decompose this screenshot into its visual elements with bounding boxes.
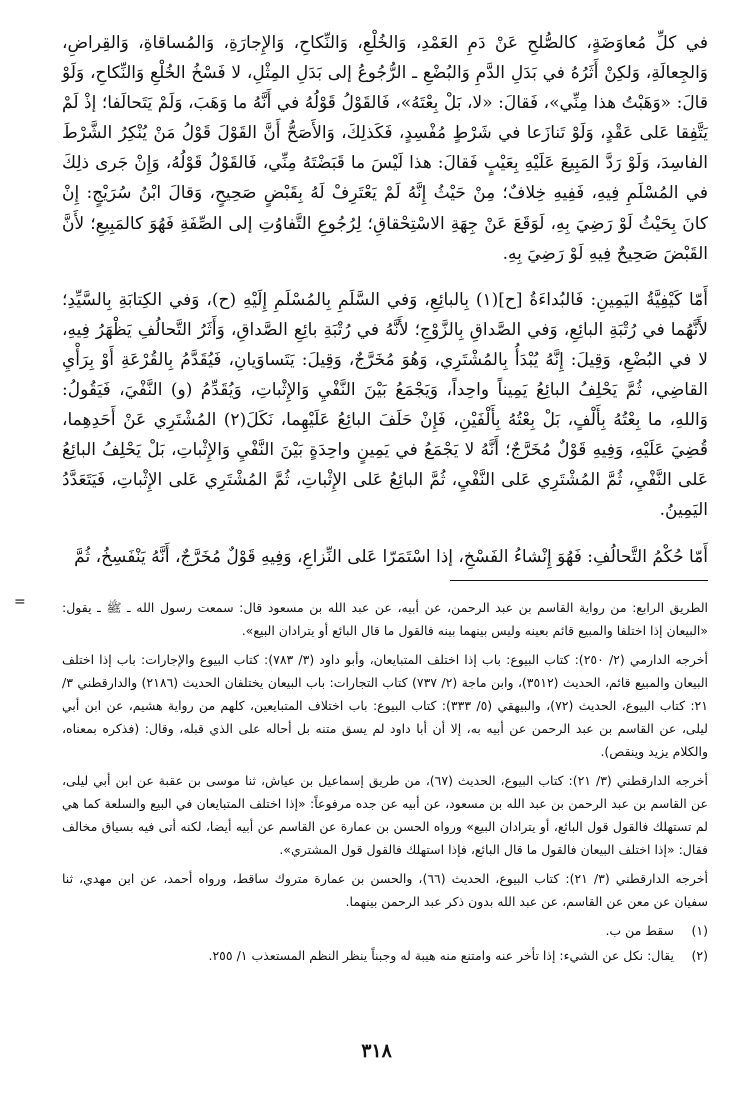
footnote-2 bbox=[62, 944, 708, 967]
footnote-divider bbox=[450, 580, 708, 581]
footnote-continued-4: أخرجه الدارقطني (٣/ ٢١): كتاب البيوع، الحديث (٦٦)، والحسن بن عمارة متروك ساقط، ورواه أحمد، عن ابن مهدي، ثنا سفيان عن معن عن القاسم، عن عبد الله بدون ذكر عبد الرحمن بينهما. bbox=[62, 871, 708, 909]
paragraph-2: أَمّا كَيْفِيَّةُ اليَمِينِ: فَالبُداءَةُ [ح](١) بِالبائِعِ، وَفي السَّلَمِ بِالمُسْلَمِ إِلَيْهِ (ح)، وَفي الكِتابَةِ بِالسَّيِّدِ؛ لأَنَّهُما في رُتْبَةِ البائِعِ، وَفي الصَّداقِ بِالزَّوْجِ؛ لأَنَّهُ في رُتْبَةِ بائِعِ الصَّداقِ، وَأَثَرُ التَّحالُفِ يَظْهَرُ فِيهِ، لا في البُضْعِ، وَقِيلَ: إِنَّهُ يُبْدَأُ بِالمُشْتَرِي، وَهُوَ مُخَرَّجٌ، وَقِيلَ: يَتَساوَيانِ، فَيُقَدَّمُ بِالقُرْعَةِ أَوْ بِرَأْيِ القاضِي، ثُمَّ يَحْلِفُ البائِعُ يَمِيناً واحِداً، وَيَجْمَعُ بَيْنَ النَّفْيِ وَالإِثْباتِ، وَيُقَدِّمُ (و) النَّفْيَ، فَيَقُولُ: وَاللهِ، ما بِعْتُهُ بِأَلْفٍ، بَلْ بِعْتُهُ بِأَلْفَيْنِ، فَإِنْ حَلَفَ البائِعُ عَلَيْهِما، نَكَلَ(٢) المُشْتَرِي عَنْ أَحَدِهِما، قُضِيَ عَلَيْهِ، وَفِيهِ قَوْلٌ مُخَرَّجٌ؛ أَنَّهُ لا يَجْمَعُ في يَمِينٍ واحِدَةٍ بَيْنَ النَّفْيِ وَالإِثْباتِ، بَلْ يَحْلِفُ البائِعُ عَلى النَّفْيِ، ثُمَّ المُشْتَرِي عَلى النَّفْيِ، ثُمَّ البائِعُ عَلى الإِثْباتِ، ثُمَّ المُشْتَرِي عَلى الإِثْباتِ، فَيَتَعَدَّدُ اليَمِينُ. bbox=[62, 289, 708, 521]
paragraph-1: في كلِّ مُعاوَضَةٍ، كالصُّلحِ عَنْ دَمِ العَمْدِ، وَالخُلْعِ، وَالنِّكاحِ، وَالإِجارَةِ، وَالمُساقاةِ، وَالقِراضِ، وَالجِعالَةِ، وَلكِنْ أَثَرُهُ في بَدَلِ الدَّمِ وَالبُضْعِ ـ الرُّجُوعُ إلى بَدَلِ المِثْلِ، لا فَسْخُ الخُلْعِ وَالنِّكاحِ، وَلَوْ قالَ: «وَهَبْتُ هذا مِنِّي»، فَقالَ: «لا، بَلْ بِعْتَهُ»، فَالقَوْلُ قَوْلُهُ في أَنَّهُ ما وَهَبَ، وَلَمْ يَتَحالَفا؛ إذْ لَمْ يَتَّفِقا عَلى عَقْدٍ، وَلَوْ تَنازَعا في شَرْطٍ مُفْسِدٍ، فَكَذلِكَ، وَالأَصَحُّ أَنَّ القَوْلَ قَوْلُ مَنْ يُنْكِرُ الشَّرْطَ الفاسِدَ، وَلَوْ رَدَّ المَبِيعَ عَلَيْهِ بِعَيْبٍ فَقالَ: هذا لَيْسَ ما قَبَضْتَهُ مِنِّي، فَالقَوْلُ قَوْلُهُ، وَإِنْ جَرى ذلِكَ في المُسْلَمِ فِيهِ، فَفِيهِ خِلافٌ؛ مِنْ حَيْثُ إِنَّهُ لَمْ يَعْتَرِفْ لَهُ بِقَبْضٍ صَحِيحٍ، وَقالَ ابْنُ سُرَيْجٍ: إِنْ كانَ بِحَيْثُ لَوْ رَضِيَ بِهِ، لَوَقَعَ عَنْ جِهَةِ الاسْتِحْقاقِ؛ لِرُجُوعِ التَّفاوُتِ إلى الصِّفَةِ فَهُوَ كالمَبِيعِ؛ لأَنَّ القَبْضَ صَحِيحٌ فِيهِ لَوْ رَضِيَ بِهِ. bbox=[62, 33, 708, 264]
footnote-continuation-mark: = bbox=[14, 594, 26, 610]
footnote-continued-2: أخرجه الدارمي (٢/ ٢٥٠): كتاب البيوع: باب إذا اختلف المتبايعان، وأبو داود (٣/ ٧٨٣): كتاب البيوع والإجارات: باب إذا اختلف البيعان والمبيع قائم، الحديث (٣٥١٢)، وابن ماجة (٢/ ٧٣٧) كتاب التجارات: باب البيعان يختلفان الحديث (٢١٨٦) والدارقطني ٣/ ٢١: كتاب البيوع، الحديث (٧٢)، والبيهقي (٥/ ٣٣٣): كتاب البيوع: باب اختلاف المتبايعين، كلهم من رواية هشيم، عن ابن أبي ليلى، عن القاسم بن عبد الرحمن عن أبيه به، إلا أن أبا داود لم يسق متنه بل أحاله على الذي قبله، وقال: (فذكره بمعناه، والكلام يزيد وينقص). bbox=[62, 652, 708, 759]
paragraph-3: أَمّا حُكْمُ التَّحالُفِ: فَهُوَ إِنْشاءُ الفَسْخِ، إذا اسْتَمَرّا عَلى النِّزاعِ، وَفِيهِ قَوْلٌ مُخَرَّجٌ، أَنَّهُ يَنْفَسِخُ، ثُمَّ bbox=[74, 546, 708, 567]
footnote-continued-1: الطريق الرابع: من رواية القاسم بن عبد الرحمن، عن أبيه، عن عبد الله بن مسعود قال: سمعت رسول الله ـ ﷺ ـ يقول: «البيعان إذا اختلفا والمبيع قائم بعينه وليس بينهما بينه فالقول ما قال البائع أو يترادان البيع». bbox=[62, 600, 708, 638]
footnote-2-number: (٢) bbox=[691, 948, 708, 963]
main-text bbox=[62, 28, 708, 572]
footnote-1 bbox=[62, 919, 708, 942]
page-number: ٣١٨ bbox=[361, 1040, 392, 1062]
footnote-1-number: (١) bbox=[691, 923, 708, 938]
footnote-continued-3: أخرجه الدارقطني (٣/ ٢١): كتاب البيوع، الحديث (٦٧)، من طريق إسماعيل بن عياش، ثنا موسى بن عقبة عن ابن أبي ليلى، عن القاسم بن عبد الرحمن بن عبد الله بن مسعود، عن أبيه عن جده مرفوعاً: «إذا اختلف المتبايعان في البيع والسلعة كما هي لم تستهلك فالقول قول البائع، أو يترادان البيع» ورواه الحسن بن عمارة عن القاسم عن أبيه أيضا، لكنه أتى فيه بسياق مخالف فقال: «إذا اختلف البيعان فالقول ما قال البائع، فإذا استهلك فالقول قول المشتري». bbox=[62, 773, 709, 857]
footnote-2-text: يقال: نكل عن الشيء: إذا تأخر عنه وامتنع منه هيبة له وجبناً ينظر النظم المستعذب ١/ ٢٥٥. bbox=[208, 948, 674, 963]
footnote-1-text: سقط من ب. bbox=[605, 923, 674, 938]
footnotes bbox=[62, 596, 708, 969]
